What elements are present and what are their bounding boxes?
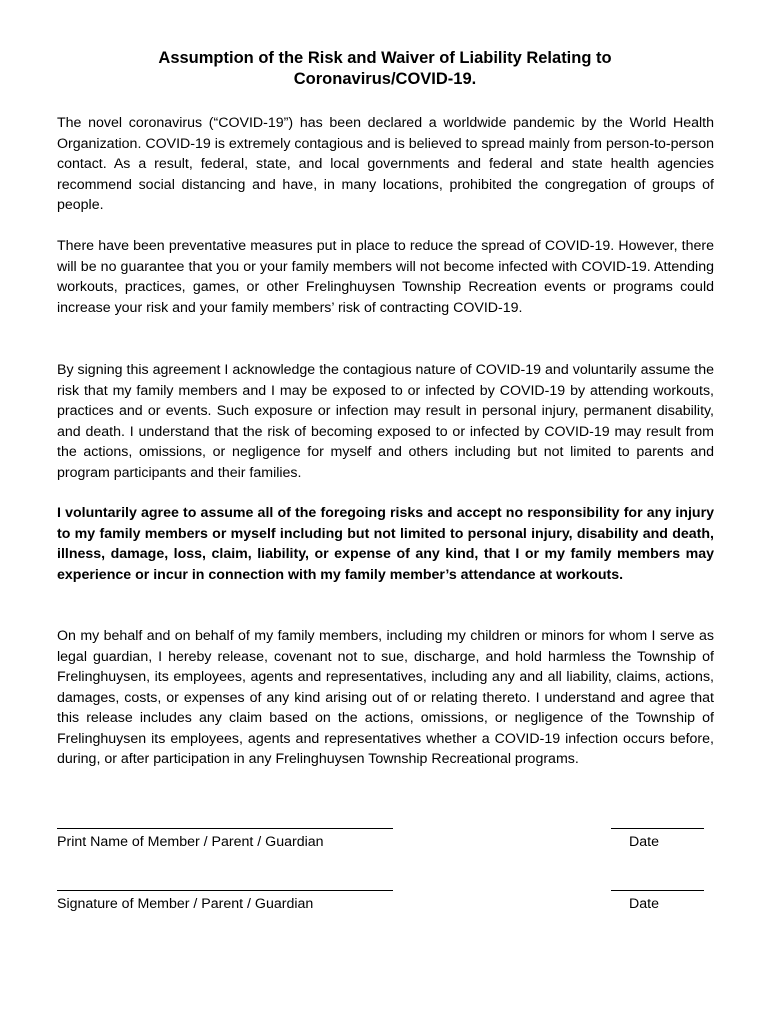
signature-date-label: Date bbox=[629, 896, 659, 912]
signature-line bbox=[57, 890, 393, 891]
signature-date-line bbox=[611, 890, 704, 891]
signature-label: Signature of Member / Parent / Guardian bbox=[57, 896, 314, 912]
print-name-date-line bbox=[611, 828, 704, 829]
print-name-line bbox=[57, 828, 393, 829]
paragraph-assumption-of-risk: I voluntarily agree to assume all of the foregoing risks and accept no responsibility for any injury to my family members or myself including but not limited to personal injury, disability and death, illness, damage, loss, claim, liability, or expense of any kind, that I or my family members may experience or incur in connection with my family member’s attendance at workouts. bbox=[57, 505, 714, 583]
paragraph-preventative-measures: There have been preventative measures put in place to reduce the spread of COVID-19. However, there will be no guarantee that you or your family members will not become infected with COVID-19. Attending workouts, practices, games, or other Frelinghuysen Township Recreation events or programs could increase your risk and your family members’ risk of contracting COVID-19. bbox=[57, 238, 714, 316]
paragraph-pandemic-declaration: The novel coronavirus (“COVID-19”) has been declared a worldwide pandemic by the World Health Organization. COVID-19 is extremely contagious and is believed to spread mainly from person-to-person contact. As a result, federal, state, and local governments and federal and state health agencies recommend social distancing and have, in many locations, prohibited the congregation of groups of people. bbox=[57, 115, 714, 213]
print-name-date-label: Date bbox=[629, 834, 659, 850]
paragraph-acknowledgement: By signing this agreement I acknowledge the contagious nature of COVID-19 and voluntarily assume the risk that my family members and I may be exposed to or infected by COVID-19 by attending workouts, practices and or events. Such exposure or infection may result in personal injury, permanent disability, and death. I understand that the risk of becoming exposed to or infected by COVID-19 may result from the actions, omissions, or negligence for myself and others including but not limited to parents and program participants and their families. bbox=[57, 362, 714, 481]
print-name-label: Print Name of Member / Parent / Guardian bbox=[57, 834, 324, 850]
document-title-line-2: Coronavirus/COVID-19. bbox=[293, 70, 477, 88]
paragraph-release: On my behalf and on behalf of my family members, including my children or minors for whom I serve as legal guardian, I hereby release, covenant not to sue, discharge, and hold harmless the Township of Frelinghuysen, its employees, agents and representatives, including any and all liability, claims, actions, damages, costs, or expenses of any kind arising out of or relating thereto. I understand and agree that this release includes any claim based on the actions, omissions, or negligence of the Township of Frelinghuysen its employees, agents and representatives whether a COVID-19 infection occurs before, during, or after participation in any Frelinghuysen Township Recreational programs. bbox=[57, 628, 714, 767]
document-title-line-1: Assumption of the Risk and Waiver of Liability Relating to bbox=[158, 49, 612, 67]
